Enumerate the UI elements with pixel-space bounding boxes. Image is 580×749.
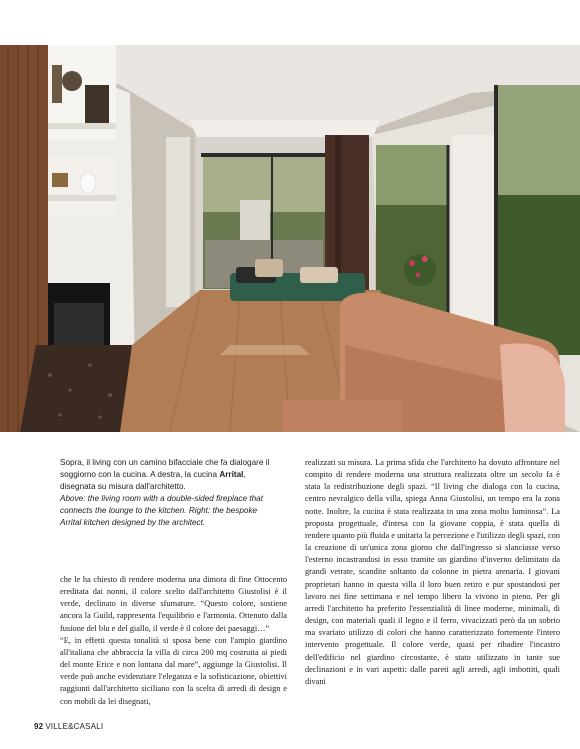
living-room-photo — [0, 45, 580, 432]
caption-italian-prefix: Sopra, il living con un camino bifacciale che fa dialogare il soggiorno con la cucina. A destra, la cucina — [60, 458, 270, 480]
body-paragraph: che le ha chiesto di rendere moderna una dimora di fine Ottocento ereditata dai nonni, il colore scelto dall'architetto Giustolisi è il verde, declinato in diverse sfumature. “Questo colore, sostiene ancora la Guild, rappresenta l'equilibrio e l'armonia. Ottenuto dalla fusione del blu e del giallo, il verde è il colore dei paesaggi…” — [60, 575, 287, 633]
body-column-left — [60, 574, 287, 708]
page-number: 92 — [34, 722, 44, 731]
body-paragraph: realizzati su misura. La prima sfida che l'architetto ha dovuto affrontare nel compito di rendere moderna una struttura realizzata oltre un secolo fa è stata la redistribuzione degli spazi. “Il living che dialoga con la cucina, centro nevralgico della villa, spiega Anna Giustolisi, un tempo era la zona notte. Inoltre, la cucina è stata realizzata in una zona molto luminosa”. La proposta progettuale, d'intesa con la giovane coppia, è stata quella di rendere quanto più fluida e unitaria la percezione e l'utilizzo degli spazi, con la creazione di un'unica zona giorno che dall'ingresso si slanciasse verso l'esterno incastrandosi in esso tramite un giardino d'inverno delimitato da grandi vetrate, scandite soltanto da colonne in pietra arenaria. I giovani proprietari hanno in questa villa il loro buen retiro e pur spostandosi per lavoro nei fine settimana e nel tempo libero la vivono in pieno. Per gli arredi l'architetto ha preferito l'essenzialità di linee moderne, minimali, di design, con materiali quali il legno e il ferro, vivacizzati però da un sobrio ma svariato utilizzo di colori che hanno caratterizzato fortemente l'intero intervento progettuale. Il colore verde, quasi per ribadire l'incastro dell'edificio nel giardino circostante, è stato utilizzato in tante sue declinazioni e in vari aspetti: dalle pareti agli arredi, agli imbottiti, quali divani — [305, 458, 560, 686]
caption-brand: Arrital — [219, 470, 244, 480]
page-footer — [34, 722, 103, 731]
magazine-name: VILLE&CASALI — [45, 722, 104, 731]
caption-english: Above: the living room with a double-sided fireplace that connects the lounge to the kitchen. Right: the bespoke Arrital kitchen designed by the architect. — [60, 494, 263, 528]
body-paragraph: “E, in effetti questa tonalità si sposa bene con l'ampio giardino all'italiana che abbraccia la villa di circa 200 mq costruita ai piedi del monte Erice e non lontana dal mare”, aggiunge la Giustolisi. Il verde può anche evidenziare l'eleganza e la sofisticazione, obiettivi raggiunti dall'architetto siciliano con la scelta di arredi di design e con mobili da lei disegnati, — [60, 635, 287, 706]
caption-italian-suffix: , disegnata su misura dall'architetto. — [60, 470, 246, 492]
photo-caption — [60, 457, 275, 530]
body-column-right — [305, 457, 560, 688]
